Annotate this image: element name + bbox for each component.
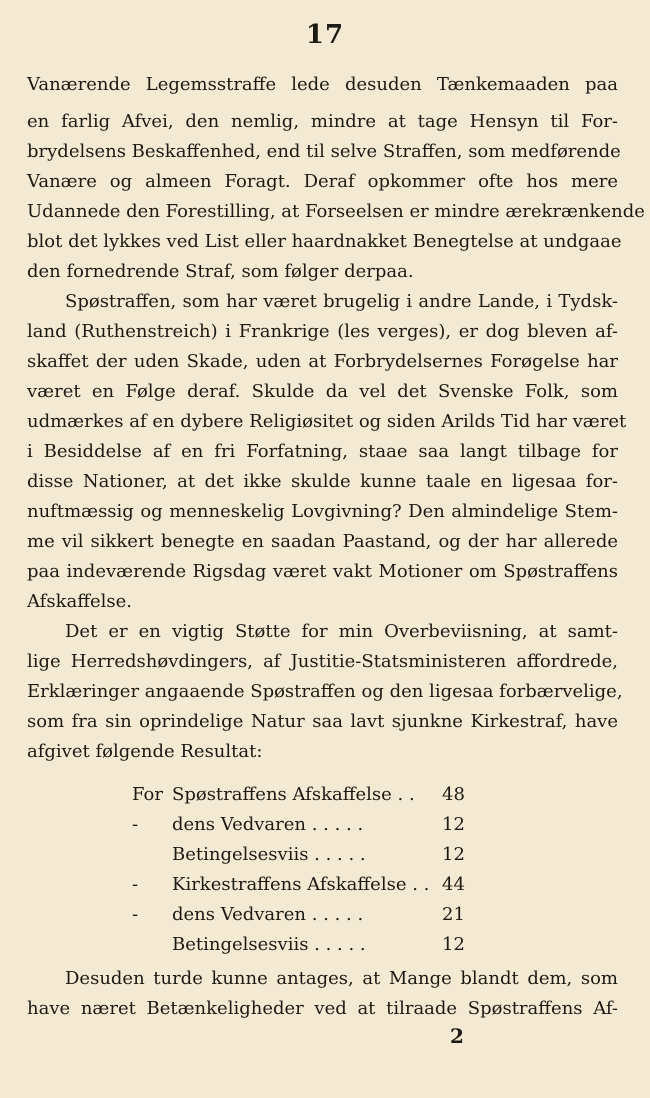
text-line: me vil sikkert benegte en saadan Paastand, og der har allerede [27,531,618,552]
text-line: Desuden turde kunne antages, at Mange blandt dem, som [65,968,618,989]
result-value: 12 [442,814,465,835]
result-value: 48 [442,784,465,805]
printer-signature: 2 [450,1024,464,1048]
text-line: brydelsens Beskaffenhed, end til selve Straffen, som medførende [27,141,621,162]
text-line: nuftmæssig og menneskelig Lovgivning? Den almindelige Stem- [27,501,618,522]
result-mark: For [132,784,163,805]
text-line: disse Nationer, at det ikke skulde kunne taale en ligesaa for- [27,471,618,492]
text-line: land (Ruthenstreich) i Frankrige (les verges), er dog bleven af- [27,321,618,342]
result-label: dens Vedvaren . . . . . [172,814,364,835]
text-line: den fornedrende Straf, som følger derpaa. [27,261,414,282]
result-mark: - [132,904,139,925]
text-line: Spøstraffen, som har været brugelig i andre Lande, i Tydsk- [65,291,618,312]
result-value: 12 [442,934,465,955]
text-line: afgivet følgende Resultat: [27,741,263,762]
result-value: 44 [442,874,465,895]
result-label: Spøstraffens Afskaffelse . . [172,784,415,805]
result-label: Kirkestraffens Afskaffelse . . [172,874,430,895]
page-number: 17 [305,20,345,50]
result-mark: - [132,814,139,835]
result-label: Betingelsesviis . . . . . [172,844,366,865]
text-line: Udannede den Forestilling, at Forseelsen er mindre ærekrænkende [27,201,645,222]
text-line: Det er en vigtig Støtte for min Overbeviisning, at samt- [65,621,618,642]
text-line: Afskaffelse. [27,591,133,612]
result-label: Betingelsesviis . . . . . [172,934,366,955]
text-line: Vanærende Legemsstraffe lede desuden Tænkemaaden paa [27,74,618,95]
result-value: 12 [442,844,465,865]
text-line: lige Herredshøvdingers, af Justitie-Statsministeren affordrede, [27,651,618,672]
text-line: Vanære og almeen Foragt. Deraf opkommer ofte hos mere [27,171,618,192]
text-line: skaffet der uden Skade, uden at Forbrydelsernes Forøgelse har [27,351,618,372]
text-line: som fra sin oprindelige Natur saa lavt sjunkne Kirkestraf, have [27,711,618,732]
text-line: udmærkes af en dybere Religiøsitet og siden Arilds Tid har været [27,411,627,432]
text-line: have næret Betænkeligheder ved at tilraade Spøstraffens Af- [27,998,618,1019]
text-line: været en Følge deraf. Skulde da vel det Svenske Folk, som [27,381,618,402]
text-line: en farlig Afvei, den nemlig, mindre at tage Hensyn til For- [27,111,618,132]
text-line: i Besiddelse af en fri Forfatning, staae saa langt tilbage for [27,441,618,462]
result-label: dens Vedvaren . . . . . [172,904,364,925]
text-line: blot det lykkes ved List eller haardnakket Benegtelse at undgaae [27,231,622,252]
result-value: 21 [442,904,465,925]
result-mark: - [132,874,139,895]
text-line: Erklæringer angaaende Spøstraffen og den ligesaa forbærvelige, [27,681,623,702]
text-line: paa indeværende Rigsdag været vakt Motioner om Spøstraffens [27,561,618,582]
